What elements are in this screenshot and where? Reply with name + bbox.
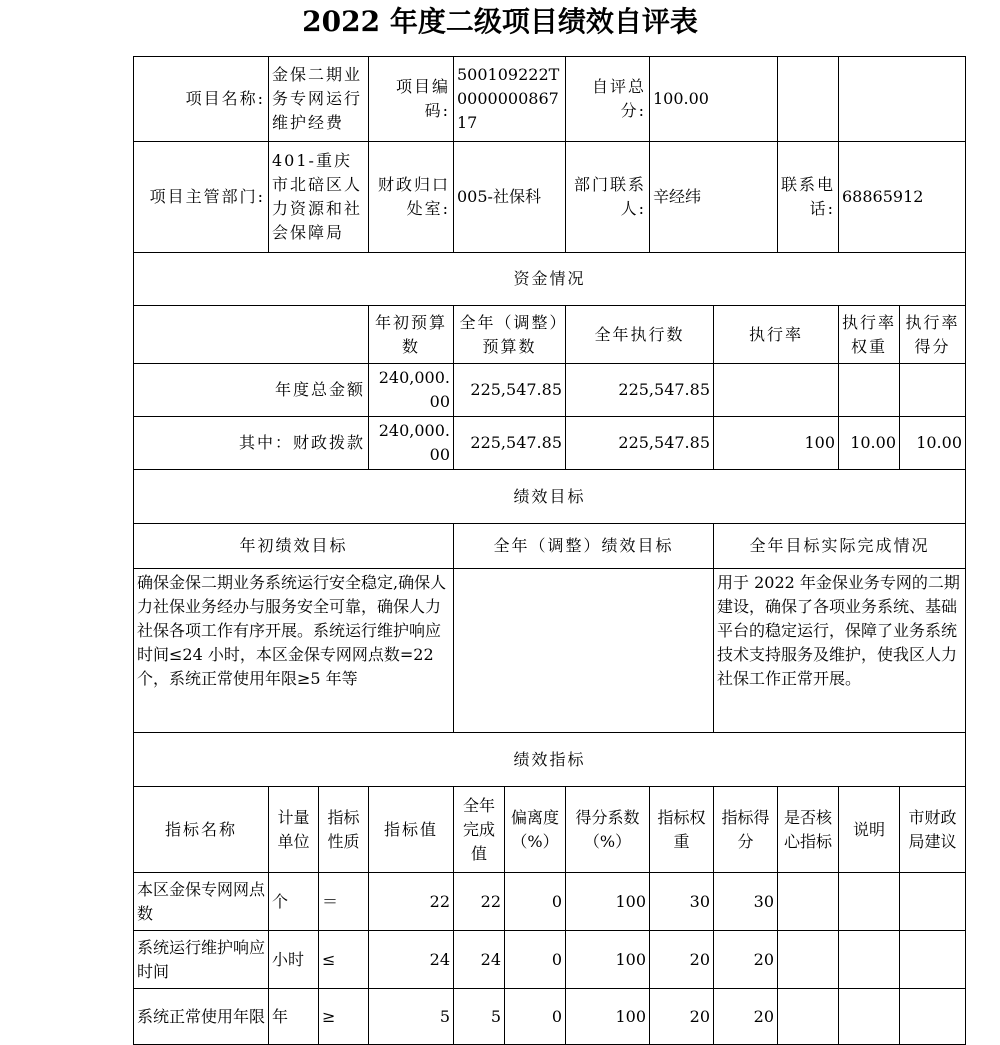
funds-row-label: 年度总金额: [134, 364, 369, 417]
funds-row: [134, 417, 966, 470]
funds-weight: [839, 364, 900, 417]
phone-value: 68865912: [839, 142, 966, 253]
phone-label: 联系电话:: [778, 142, 839, 253]
ind-advice: [900, 931, 966, 989]
goals-section-title: 绩效目标: [134, 470, 966, 524]
ind-header-note: 说明: [839, 787, 900, 873]
ind-header-actual: 全年完成值: [454, 787, 505, 873]
ind-actual: 5: [454, 989, 505, 1045]
goals-header-row: [134, 524, 966, 569]
ind-core: [778, 989, 839, 1045]
ind-coef: 100: [566, 873, 650, 931]
ind-header-unit: 计量单位: [269, 787, 319, 873]
ind-deviation: 0: [505, 989, 566, 1045]
funds-header-score: 执行率得分: [900, 306, 966, 364]
indicators-section-row: [134, 733, 966, 787]
funds-row-label: 其中：财政拨款: [134, 417, 369, 470]
funds-budget: 240,000.00: [369, 364, 454, 417]
ind-nature: ≥: [319, 989, 369, 1045]
funds-score: 10.00: [900, 417, 966, 470]
ind-target: 24: [369, 931, 454, 989]
goals-header-initial: 年初绩效目标: [134, 524, 454, 569]
ind-name: 系统运行维护响应时间: [134, 931, 269, 989]
ind-actual: 24: [454, 931, 505, 989]
ind-header-core: 是否核心指标: [778, 787, 839, 873]
table-row: [134, 989, 966, 1045]
funds-header-rate: 执行率: [714, 306, 839, 364]
self-score-label: 自评总分:: [566, 57, 650, 142]
goals-initial-text: 确保金保二期业务系统运行安全稳定,确保人力社保业务经办与服务安全可靠，确保人力社保各项工作有序开展。系统运行维护响应时间≤24 小时，本区金保专网网点数=22 个，系统正常使用年限≥5 年等: [134, 569, 454, 733]
ind-deviation: 0: [505, 931, 566, 989]
funds-header-adjusted: 全年（调整）预算数: [454, 306, 566, 364]
goals-content-row: [134, 569, 966, 733]
empty-cell: [778, 57, 839, 142]
finance-office-value: 005-社保科: [454, 142, 566, 253]
ind-coef: 100: [566, 989, 650, 1045]
contact-label: 部门联系人:: [566, 142, 650, 253]
contact-value: 辛经纬: [650, 142, 778, 253]
funds-header-executed: 全年执行数: [566, 306, 714, 364]
ind-score: 30: [714, 873, 778, 931]
project-name-label: 项目名称:: [134, 57, 269, 142]
funds-executed: 225,547.85: [566, 417, 714, 470]
ind-advice: [900, 873, 966, 931]
ind-header-target: 指标值: [369, 787, 454, 873]
funds-section-title: 资金情况: [134, 253, 966, 306]
dept-value: 401-重庆市北碚区人力资源和社会保障局: [269, 142, 369, 253]
ind-weight: 20: [650, 989, 714, 1045]
info-row-1: [134, 57, 966, 142]
funds-rate: 100: [714, 417, 839, 470]
funds-weight: 10.00: [839, 417, 900, 470]
empty-cell: [134, 306, 369, 364]
funds-executed: 225,547.85: [566, 364, 714, 417]
funds-header-row: [134, 306, 966, 364]
goals-header-actual: 全年目标实际完成情况: [714, 524, 966, 569]
project-name-value: 金保二期业务专网运行维护经费: [269, 57, 369, 142]
ind-name: 系统正常使用年限: [134, 989, 269, 1045]
funds-header-weight: 执行率权重: [839, 306, 900, 364]
ind-unit: 个: [269, 873, 319, 931]
ind-note: [839, 931, 900, 989]
goals-header-adjusted: 全年（调整）绩效目标: [454, 524, 714, 569]
ind-header-nature: 指标性质: [319, 787, 369, 873]
ind-header-advice: 市财政局建议: [900, 787, 966, 873]
ind-nature: ＝: [319, 873, 369, 931]
goals-adjusted-text: [454, 569, 714, 733]
ind-note: [839, 873, 900, 931]
page-title: 2022 年度二级项目绩效自评表: [302, 5, 698, 38]
ind-coef: 100: [566, 931, 650, 989]
funds-budget: 240,000.00: [369, 417, 454, 470]
info-row-2: [134, 142, 966, 253]
indicators-section-title: 绩效指标: [134, 733, 966, 787]
ind-actual: 22: [454, 873, 505, 931]
ind-note: [839, 989, 900, 1045]
finance-office-label: 财政归口处室:: [369, 142, 454, 253]
ind-header-name: 指标名称: [134, 787, 269, 873]
ind-advice: [900, 989, 966, 1045]
ind-deviation: 0: [505, 873, 566, 931]
goals-actual-text: 用于 2022 年金保业务专网的二期建设，确保了各项业务系统、基础平台的稳定运行，保障了业务系统技术支持服务及维护，使我区人力社保工作正常开展。: [714, 569, 966, 733]
project-code-label: 项目编码:: [369, 57, 454, 142]
indicators-header-row: [134, 787, 966, 873]
funds-section-row: [134, 253, 966, 306]
ind-header-score: 指标得分: [714, 787, 778, 873]
ind-weight: 30: [650, 873, 714, 931]
table-row: [134, 873, 966, 931]
ind-nature: ≤: [319, 931, 369, 989]
project-code-value: 500109222T000000086717: [454, 57, 566, 142]
funds-adjusted: 225,547.85: [454, 364, 566, 417]
ind-header-deviation: 偏离度（%）: [505, 787, 566, 873]
funds-score: [900, 364, 966, 417]
evaluation-table: [133, 56, 966, 1045]
ind-unit: 小时: [269, 931, 319, 989]
ind-core: [778, 873, 839, 931]
ind-score: 20: [714, 931, 778, 989]
goals-section-row: [134, 470, 966, 524]
funds-rate: [714, 364, 839, 417]
funds-header-budget: 年初预算数: [369, 306, 454, 364]
ind-target: 5: [369, 989, 454, 1045]
ind-header-weight: 指标权重: [650, 787, 714, 873]
empty-cell: [839, 57, 966, 142]
ind-core: [778, 931, 839, 989]
funds-adjusted: 225,547.85: [454, 417, 566, 470]
dept-label: 项目主管部门:: [134, 142, 269, 253]
self-score-value: 100.00: [650, 57, 778, 142]
ind-score: 20: [714, 989, 778, 1045]
ind-unit: 年: [269, 989, 319, 1045]
ind-target: 22: [369, 873, 454, 931]
funds-row: [134, 364, 966, 417]
ind-weight: 20: [650, 931, 714, 989]
table-row: [134, 931, 966, 989]
ind-header-coef: 得分系数（%）: [566, 787, 650, 873]
ind-name: 本区金保专网网点数: [134, 873, 269, 931]
